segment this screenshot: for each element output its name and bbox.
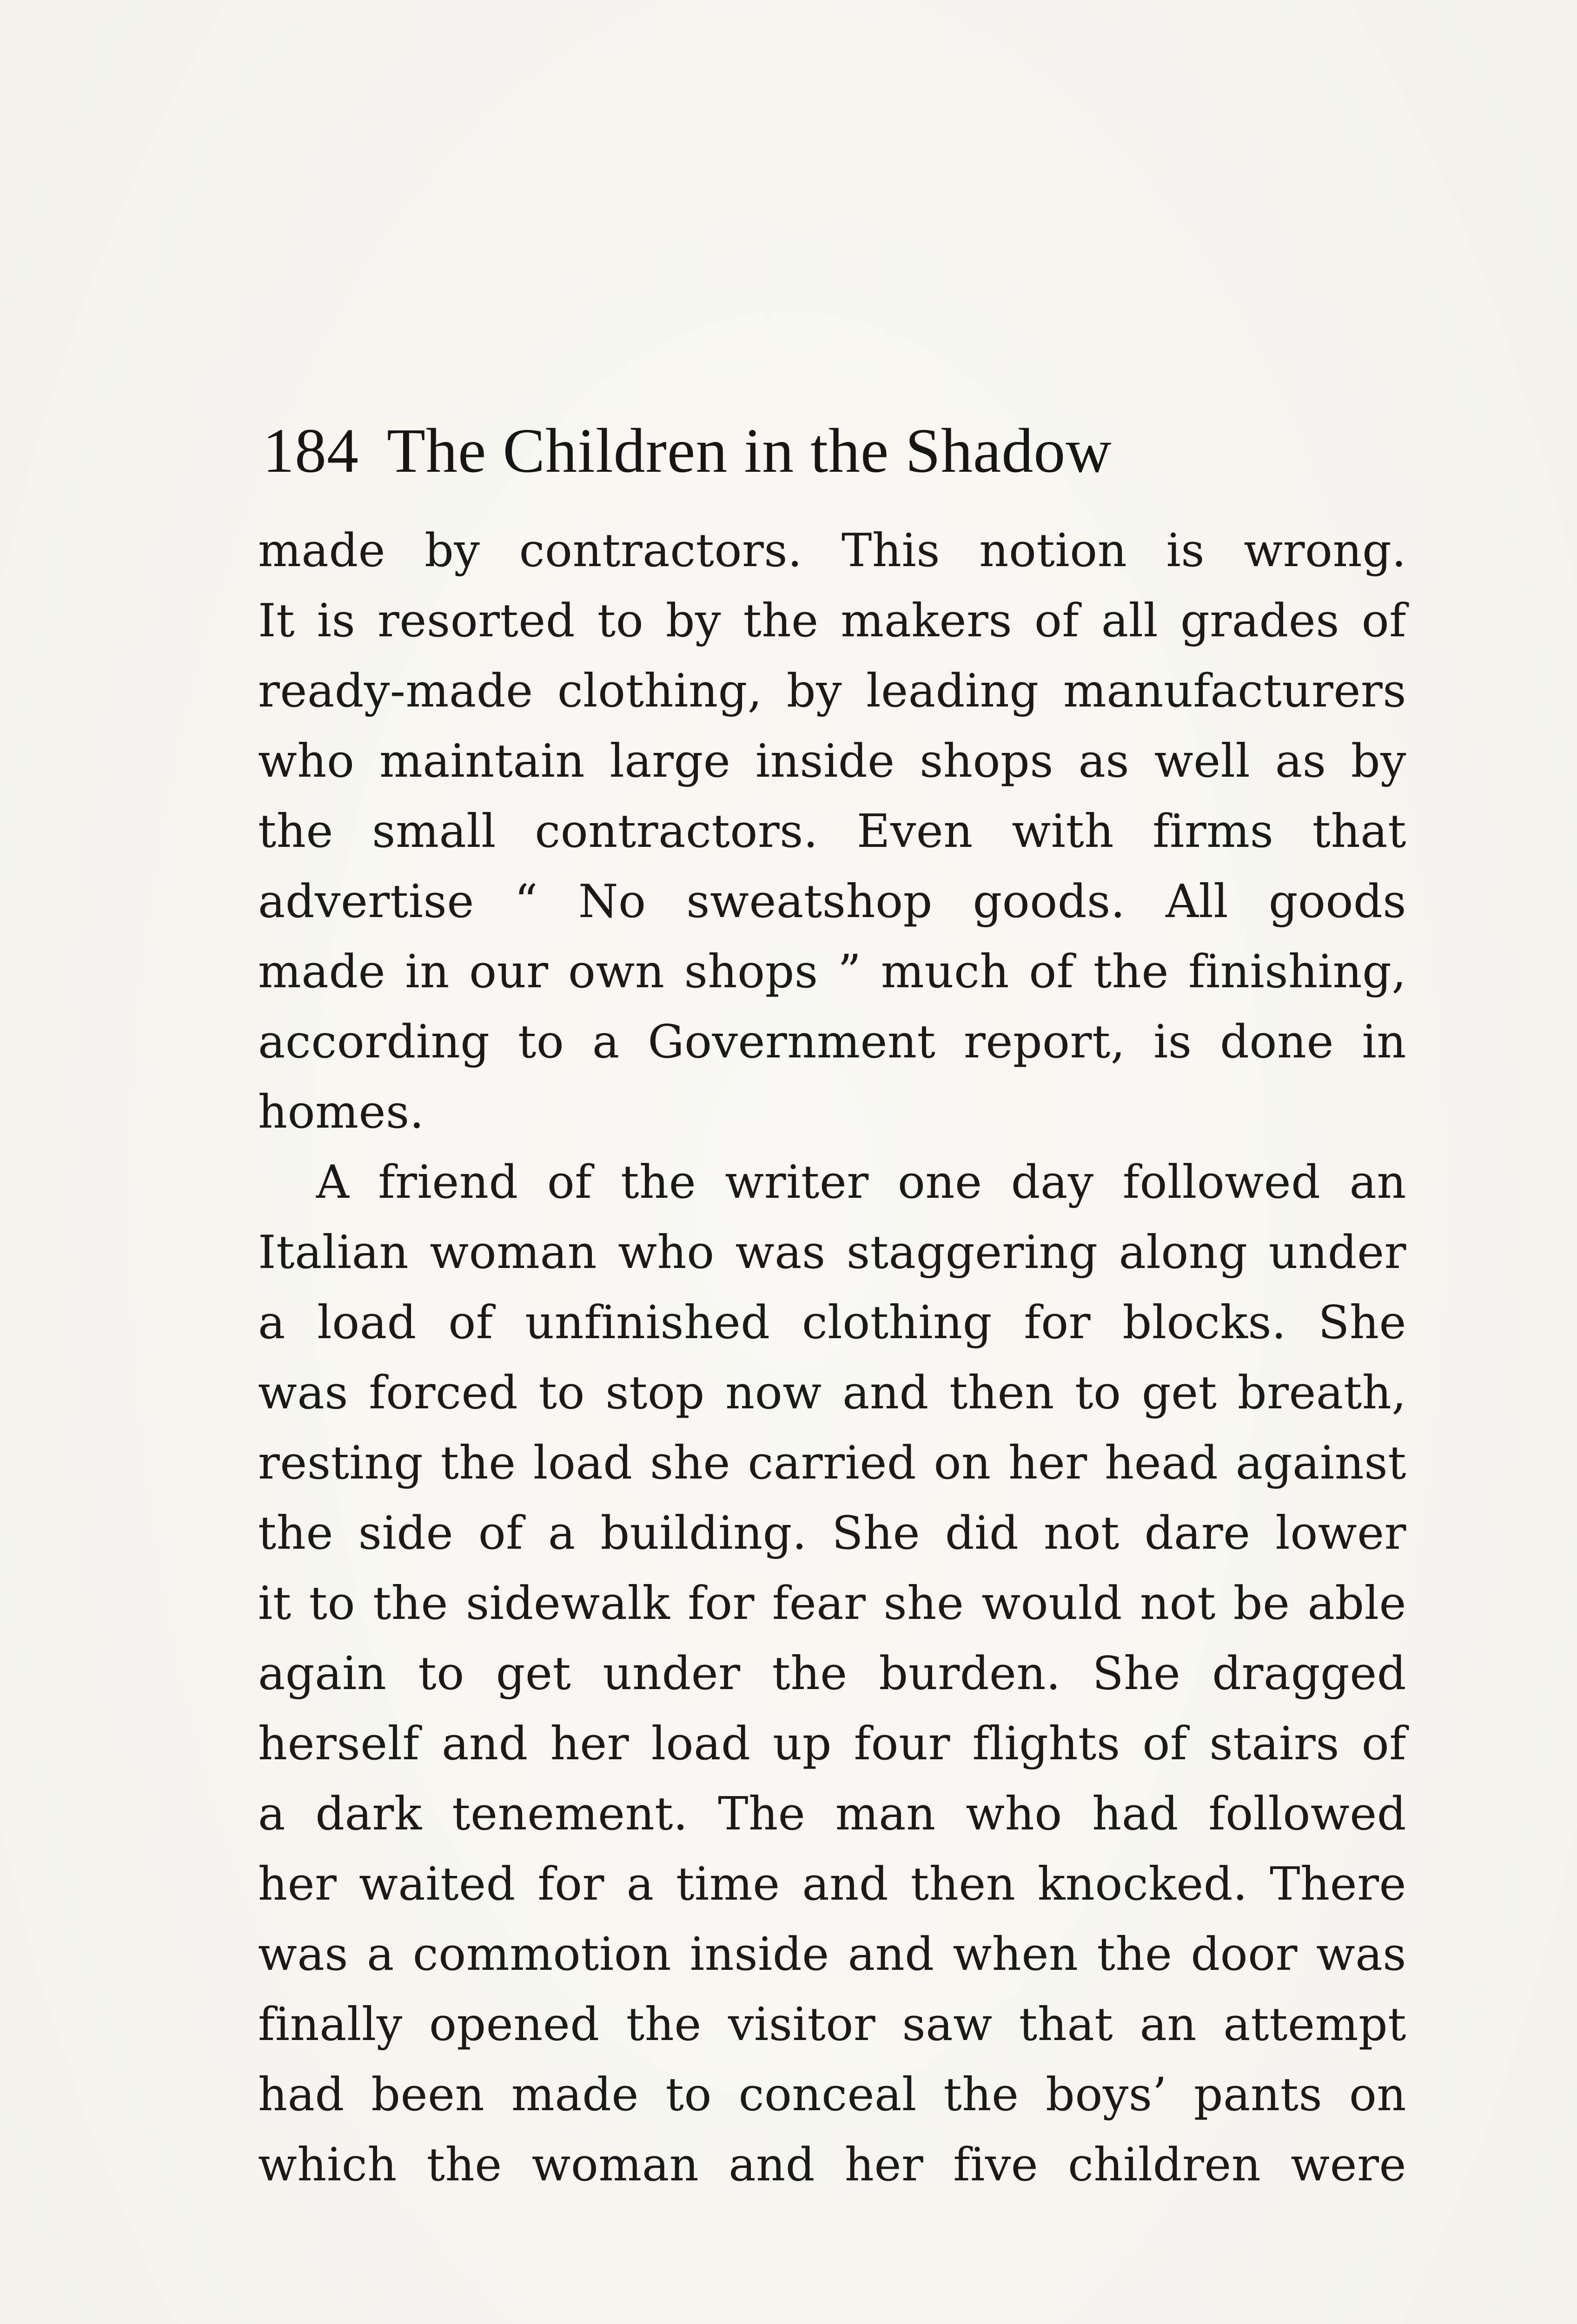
paragraph-start-line: A friend of the writer one day followed an (316, 1156, 1406, 1209)
text-line: was a commotion inside and when the door was (258, 1928, 1406, 1981)
text-line: the side of a building. She did not dare lower (258, 1507, 1406, 1560)
running-title: The Children in the Shadow (387, 416, 1112, 486)
page-number: 184 (263, 416, 359, 486)
text-line: again to get under the burden. She dragged (258, 1647, 1406, 1700)
text-line: It is resorted to by the makers of all grades of (258, 594, 1406, 647)
text-line: herself and her load up four flights of stairs of (258, 1717, 1406, 1770)
text-line: made by contractors. This notion is wrong. (258, 524, 1406, 577)
text-line: resting the load she carried on her head against (258, 1437, 1406, 1490)
text-line: was forced to stop now and then to get breath, (258, 1367, 1406, 1419)
text-line: a load of unfinished clothing for blocks. She (258, 1296, 1406, 1349)
text-line: ready-made clothing, by leading manufacturers (258, 665, 1406, 718)
text-line: Italian woman who was staggering along under (258, 1226, 1406, 1279)
text-line: a dark tenement. The man who had followed (258, 1788, 1406, 1841)
text-line: the small contractors. Even with firms that (258, 805, 1406, 858)
body-text (258, 516, 1406, 2200)
text-line: which the woman and her five children were (258, 2139, 1406, 2192)
text-line: had been made to conceal the boys’ pants on (258, 2068, 1406, 2121)
paragraph-end-line: homes. (258, 1086, 424, 1139)
text-line: advertise “ No sweatshop goods. All goods (258, 875, 1406, 928)
text-line: it to the sidewalk for fear she would not be able (258, 1577, 1406, 1630)
text-line: according to a Government report, is done in (258, 1016, 1406, 1069)
text-line: who maintain large inside shops as well as by (258, 735, 1406, 788)
text-line: finally opened the visitor saw that an attempt (258, 1998, 1406, 2051)
text-line: her waited for a time and then knocked. There (258, 1858, 1406, 1911)
text-line: made in our own shops ” much of the finishing, (258, 945, 1406, 998)
running-head (263, 411, 1425, 490)
